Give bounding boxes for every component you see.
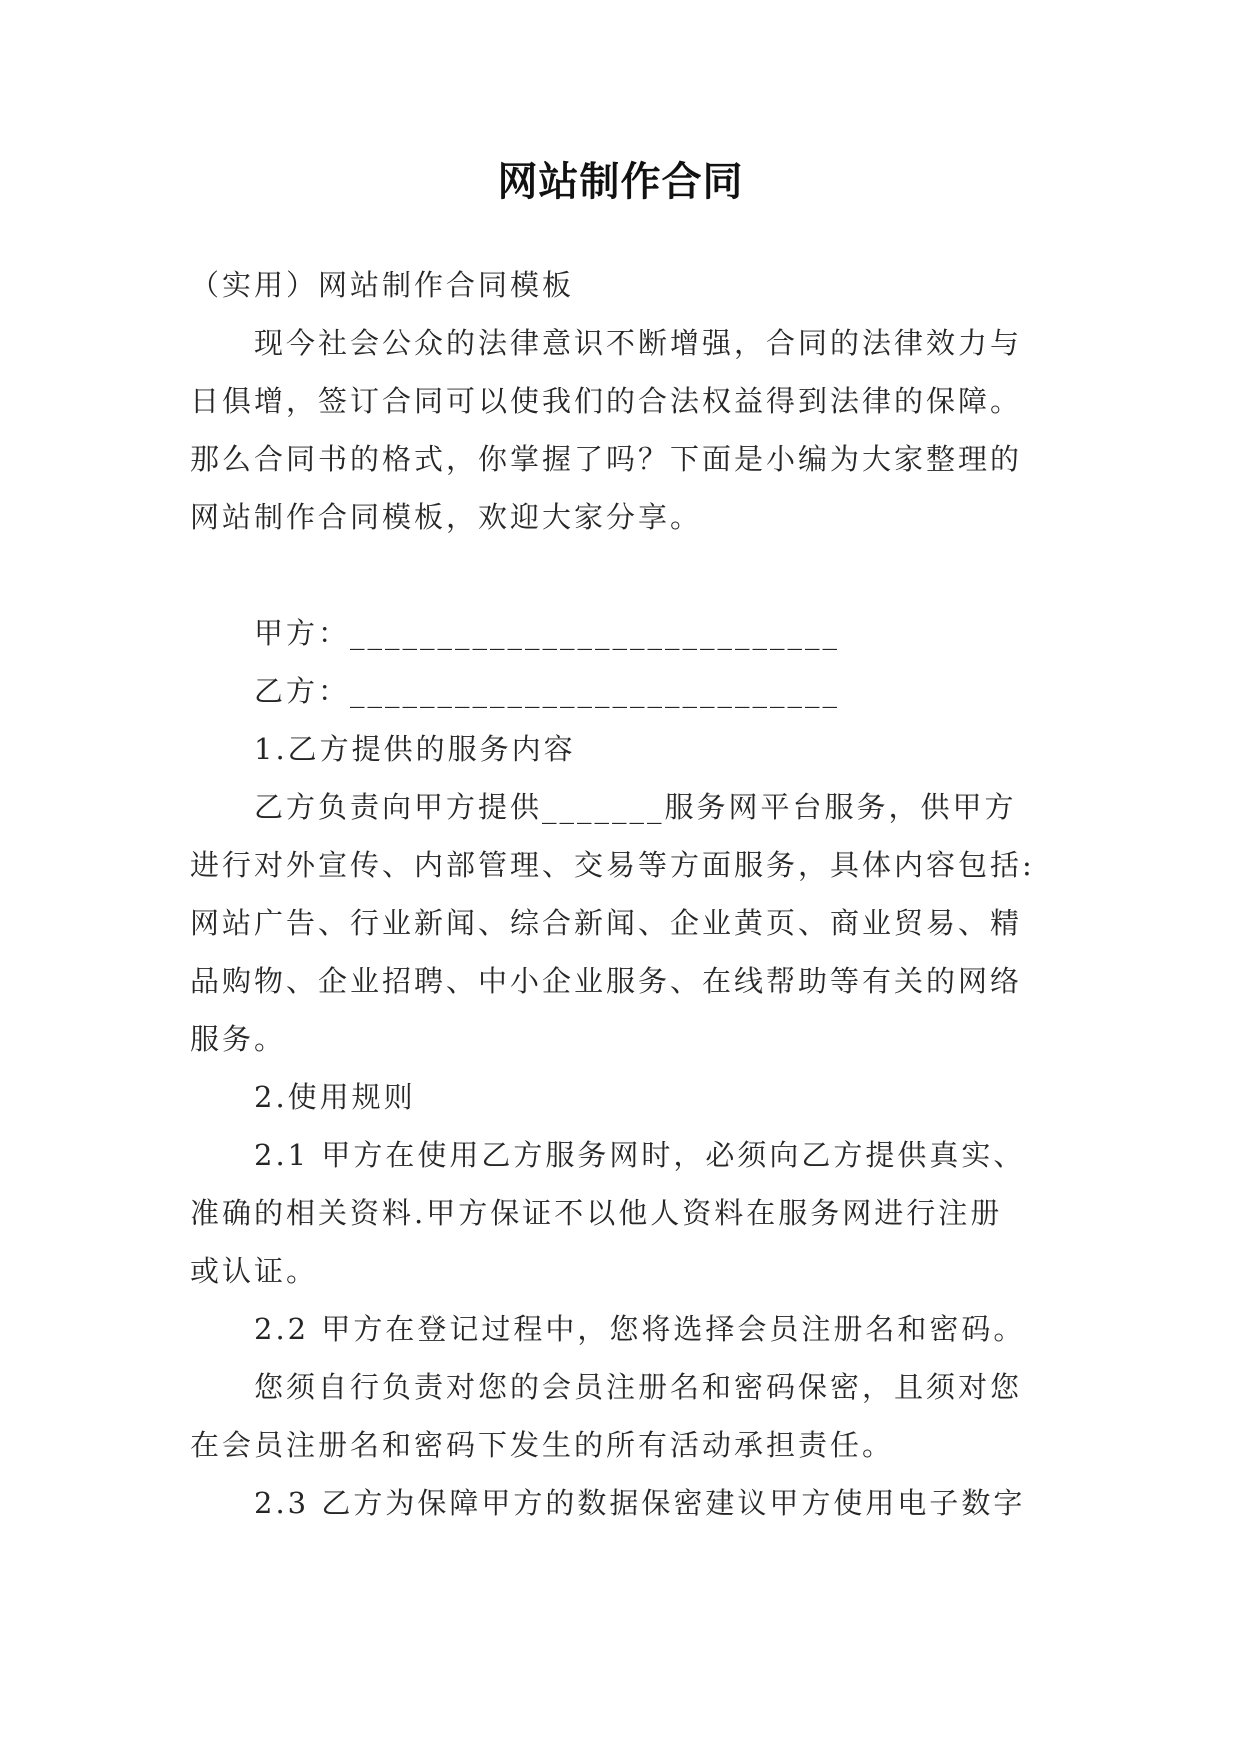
intro-line-3: 那么合同书的格式，你掌握了吗？下面是小编为大家整理的 — [190, 442, 1023, 476]
party-a-label: 甲方： — [254, 616, 351, 650]
section2-3-line: 2.3 乙方为保障甲方的数据保密建议甲方使用电子数字 — [254, 1486, 1026, 1520]
section2-2-more-line-1: 您须自行负责对您的会员注册名和密码保密，且须对您 — [254, 1370, 1023, 1404]
section1-line-2: 进行对外宣传、内部管理、交易等方面服务，具体内容包括: — [190, 848, 1035, 882]
section2-2-line: 2.2 甲方在登记过程中，您将选择会员注册名和密码。 — [254, 1312, 1026, 1346]
section1-line-3: 网站广告、行业新闻、综合新闻、企业黄页、商业贸易、精 — [190, 906, 1023, 940]
section1-line-4: 品购物、企业招聘、中小企业服务、在线帮助等有关的网络 — [190, 964, 1023, 998]
party-a-blank: ____________________________ — [350, 616, 841, 650]
document-title: 网站制作合同 — [497, 159, 744, 205]
section2-heading: 2.使用规则 — [254, 1080, 416, 1114]
section2-1-line-1: 2.1 甲方在使用乙方服务网时，必须向乙方提供真实、 — [254, 1138, 1026, 1172]
section1-heading: 1.乙方提供的服务内容 — [254, 732, 576, 766]
intro-line-2: 日俱增，签订合同可以使我们的合法权益得到法律的保障。 — [190, 384, 1023, 418]
section2-2-more-line-2: 在会员注册名和密码下发生的所有活动承担责任。 — [190, 1428, 895, 1462]
intro-line-1: 现今社会公众的法律意识不断增强，合同的法律效力与 — [254, 326, 1023, 360]
document-subtitle: （实用）网站制作合同模板 — [190, 268, 575, 302]
party-b-line — [190, 662, 1050, 720]
party-a-line — [190, 604, 1050, 662]
section2-1-line-3: 或认证。 — [190, 1254, 319, 1288]
spacer — [190, 546, 1050, 604]
document-body — [190, 256, 1050, 1532]
section1-line-1: 乙方负责向甲方提供_______服务网平台服务，供甲方 — [254, 790, 1017, 824]
section1-line-5: 服务。 — [190, 1022, 287, 1056]
section2-1-line-2: 准确的相关资料.甲方保证不以他人资料在服务网进行注册 — [190, 1196, 1003, 1230]
intro-line-4: 网站制作合同模板，欢迎大家分享。 — [190, 500, 703, 534]
party-b-label: 乙方： — [254, 674, 351, 708]
party-b-blank: ____________________________ — [350, 674, 841, 708]
